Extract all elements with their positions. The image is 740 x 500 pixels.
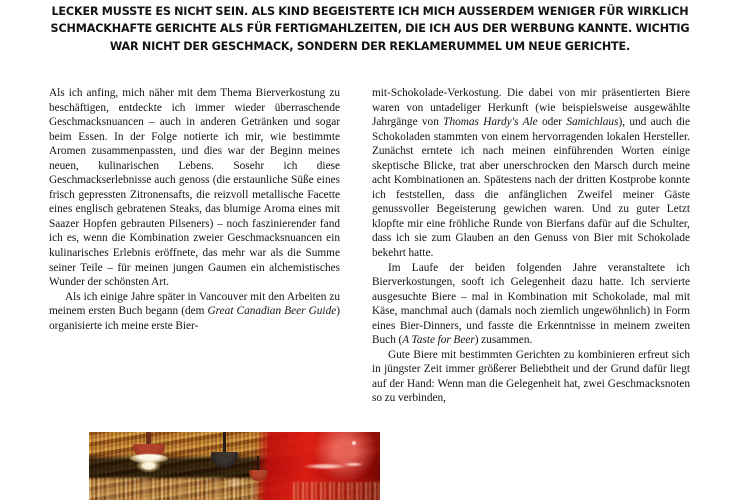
paragraph-vancouver-text-b: ) organisierte ich meine erste Bier-	[49, 305, 340, 332]
bottle-shelf-left	[89, 478, 258, 500]
beer-name-thomas-hardys-ale: Thomas Hardy's Ale	[443, 116, 538, 129]
paragraph-vancouver-text-a: Als ich einige Jahre später in Vancouver mit den Arbeiten zu meinem ersten Buch begann (dem	[49, 290, 340, 318]
paragraph-vancouver	[49, 290, 340, 334]
paragraph-tastings-text-a: Im Laufe der beiden folgenden Jahre veranstaltete ich Bierverkostungen, sooft ich Gelegenheit dazu hatte. Ich servierte ausgesuchte Biere – mal in Kombination mit Schokolade, mal mit Käse, manchmal auch (damals noch ziemlich ungewöhnlich) in Form eines Bier-Dinners, und fasste die Erkenntnisse in meinem zweiten Buch (	[372, 261, 690, 347]
paragraph-tasting-text-b: oder	[537, 116, 567, 129]
bar-interior-photo	[89, 432, 380, 500]
paragraph-food-pairing	[372, 348, 690, 406]
pendant-lamp-three-stem-icon	[257, 456, 259, 471]
body-column-left	[49, 86, 340, 411]
pullquote-heading: LECKER MUSSTE ES NICHT SEIN. ALS KIND BEGEISTERTE ICH MICH AUSSERDEM WENIGER FÜR WIRKLICH SCHMACKHAFTE GERICHTE ALS FÜR FERTIGMAHLZEITEN, DIE ICH AUS DER WERBUNG KANNTE. WICHTIG WAR NICHT DER GESCHMACK, SONDERN DER REKLAMERUMMEL UM NEUE GERICHTE.	[50, 5, 690, 53]
paragraph-vancouver-continued	[372, 86, 690, 261]
paragraph-intro	[49, 86, 340, 290]
paragraph-tasting-text-c: ), und auch die Schokoladen stammten von einem hervorragenden lokalen Hersteller. Zunächst erntete ich nach meinen einführenden Worten einige skeptische Blicke, trat aber unerschrocken den Marsch durch meine acht Kombinationen an. Spätestens nach der dritten Kostprobe konnte ich feststellen, dass die anfänglichen Zweifel meiner Gäste genussvoller Begeisterung gewichen waren. Und zu guter Letzt klopfte mir eine fröhliche Runde von Bierfans dafür auf die Schulter, dass ich sie zum Glauben an den Genuss von Bier mit Schokolade bekehrt hatte.	[372, 116, 691, 260]
book-title-great-canadian-beer-guide: Great Canadian Beer Guide	[207, 305, 337, 318]
paragraph-food-pairing-text: Gute Biere mit bestimmten Gerichten zu kombinieren erfreut sich in jüngster Zeit immer größerer Beliebtheit und der Grund dafür liegt auf der Hand: Wenn man die Gelegenheit hat, zwei Geschmacksnoten so zu verbinden,	[372, 348, 690, 405]
paragraph-tastings-text-b: ) zusammen.	[474, 334, 533, 347]
beer-name-samichlaus: Samichlaus	[566, 116, 619, 129]
paragraph-tastings-years	[372, 261, 690, 348]
neon-sign-dot-icon	[352, 441, 356, 445]
book-title-a-taste-for-beer: A Taste for Beer	[402, 334, 475, 347]
body-column-right	[372, 86, 690, 500]
neon-sign-script	[294, 458, 368, 474]
bottle-shelf-right	[293, 482, 380, 500]
pendant-lamp-glow-icon	[130, 454, 168, 463]
paragraph-tasting-text-a: mit-Schokolade-Verkostung. Die dabei von mir präsentierten Biere waren von untadeliger Herkunft (wie beispielsweise ausgewählte Jahrgänge von	[372, 87, 690, 129]
paragraph-intro-text: Als ich anfing, mich näher mit dem Thema Bierverkostung zu beschäftigen, entdeckte ich immer wieder überraschende Geschmacksnuancen – auch in anderen Getränken und sogar beim Essen. In der Folge notierte ich mir, wie bestimmte Aromen zusammenpassten, und dies war der Beginn meines neuen, kulinarischen Lebens. Sosehr ich diese Geschmackserlebnisse auch genoss (die erstaunliche Süße eines frisch gepressten Zitronensafts, die reizvoll metallische Facette eines englisch gebratenen Steaks, das blumige Aroma eines mit Saazer Hopfen gebrauten Pilseners) – noch faszinierender fand ich es, wenn die Kombination zweier Geschmacksnuancen ein kulinarisches Erlebnis eröffnete, das mehr war als die Summe seiner Teile – für meinen jungen Gaumen ein alchemistisches Wunder der schönsten Art.	[49, 87, 340, 289]
pendant-lamp-two-stem-icon	[223, 432, 226, 454]
